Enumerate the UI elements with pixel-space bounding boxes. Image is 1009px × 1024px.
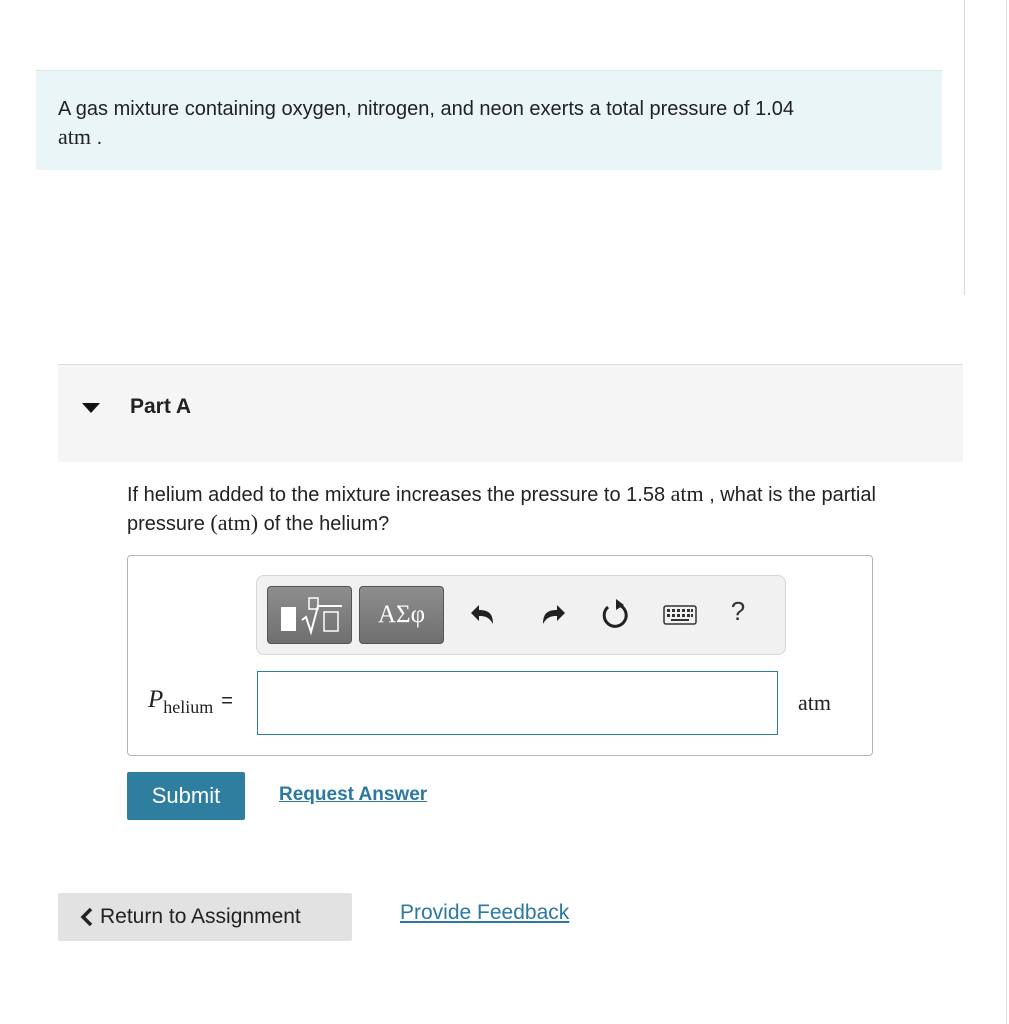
math-toolbar: [256, 575, 786, 655]
part-a-header[interactable]: [58, 364, 963, 462]
symbols-button[interactable]: [359, 586, 444, 644]
collapse-triangle-icon[interactable]: [80, 401, 102, 415]
question-middle: , what is the partial pressure: [127, 484, 876, 535]
request-answer-link[interactable]: Request Answer: [279, 784, 428, 805]
redo-icon[interactable]: [533, 594, 569, 634]
right-edge-divider: [1006, 0, 1007, 1024]
question-unit-1: atm: [670, 481, 704, 506]
variable-symbol: P: [148, 686, 164, 713]
chevron-left-icon: [80, 907, 94, 927]
return-to-assignment-button[interactable]: [58, 893, 352, 941]
answer-box: [127, 555, 873, 756]
keyboard-icon[interactable]: [660, 594, 700, 634]
templates-sqrt-icon: [268, 587, 353, 645]
question-unit-2: (atm): [210, 510, 259, 535]
templates-button[interactable]: [267, 586, 352, 644]
question-after: of the helium?: [258, 513, 390, 535]
reset-icon[interactable]: [597, 594, 633, 634]
answer-input[interactable]: [257, 671, 778, 735]
answer-unit: atm: [798, 690, 831, 715]
variable-subscript: helium: [163, 697, 214, 717]
question-text: [127, 480, 927, 538]
submit-button[interactable]: Submit: [127, 772, 245, 820]
equals-sign: =: [221, 690, 233, 712]
intro-text: A gas mixture containing oxygen, nitrogen, and neon exerts a total pressure of 1.04: [58, 98, 795, 120]
intro-unit: atm: [58, 124, 91, 149]
help-button[interactable]: ?: [730, 596, 746, 626]
return-label: Return to Assignment: [100, 905, 301, 928]
symbols-label: ΑΣφ: [377, 601, 426, 628]
provide-feedback-link[interactable]: Provide Feedback: [400, 901, 570, 924]
question-before: If helium added to the mixture increases the pressure to 1.58: [127, 484, 671, 506]
intro-suffix: .: [96, 127, 103, 149]
part-title: Part A: [130, 395, 192, 418]
right-rail-divider: [964, 0, 965, 295]
undo-icon[interactable]: [467, 594, 503, 634]
variable-label: [148, 686, 233, 717]
problem-intro: [36, 70, 942, 170]
